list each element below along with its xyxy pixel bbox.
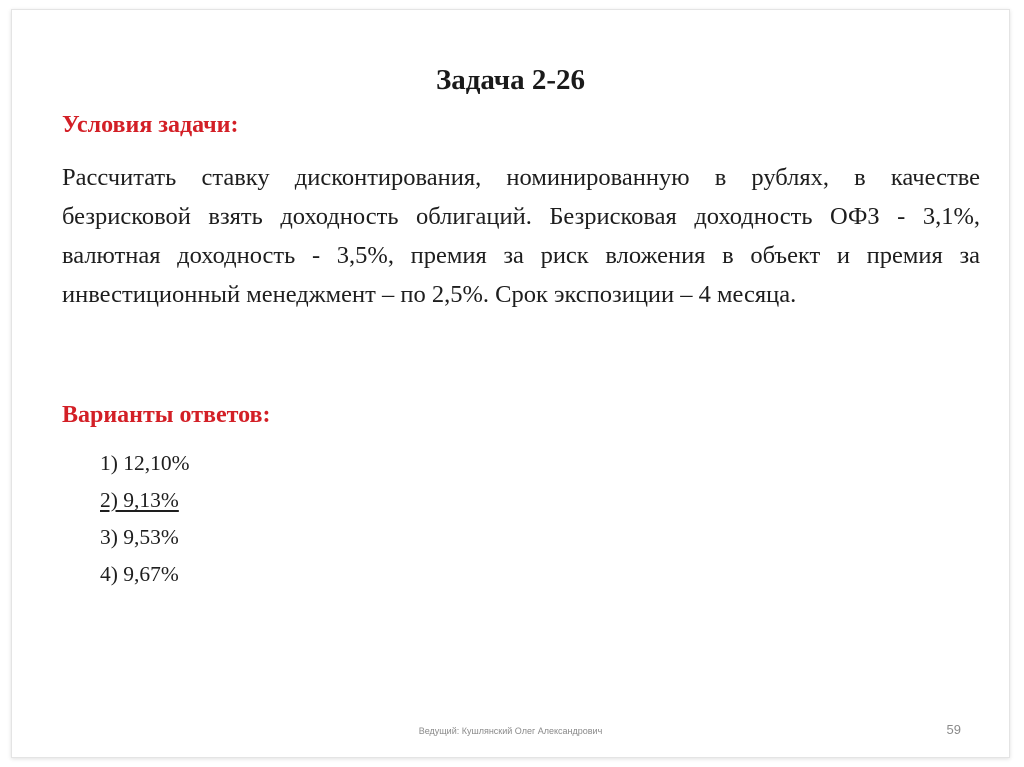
conditions-heading: Условия задачи: — [62, 112, 239, 138]
answer-option-label: 2) 9,13% — [100, 488, 179, 512]
slide — [11, 9, 1010, 758]
footer-presenter: Ведущий: Кушлянский Олег Александрович — [418, 726, 603, 736]
problem-statement: Рассчитать ставку дисконтирования, номинированную в рублях, в качестве безрисковой взять доходность облигаций. Безрисковая доходность ОФЗ - 3,1%, валютная доходность - 3,5%, премия за риск вложения в объект и премия за инвестиционный менеджмент – по 2,5%. Срок экспозиции – 4 месяца. — [62, 164, 980, 308]
answer-options-list — [100, 445, 190, 593]
slide-title: Задача 2-26 — [435, 64, 586, 96]
answer-option-correct — [100, 482, 190, 519]
answers-heading: Варианты ответов: — [62, 402, 271, 428]
answer-option-label: 1) 12,10% — [100, 451, 190, 475]
answer-option — [100, 445, 190, 482]
answer-option-label: 3) 9,53% — [100, 525, 179, 549]
answer-option-label: 4) 9,67% — [100, 562, 179, 586]
answer-option — [100, 556, 190, 593]
answer-option — [100, 519, 190, 556]
page-number: 59 — [946, 722, 961, 737]
